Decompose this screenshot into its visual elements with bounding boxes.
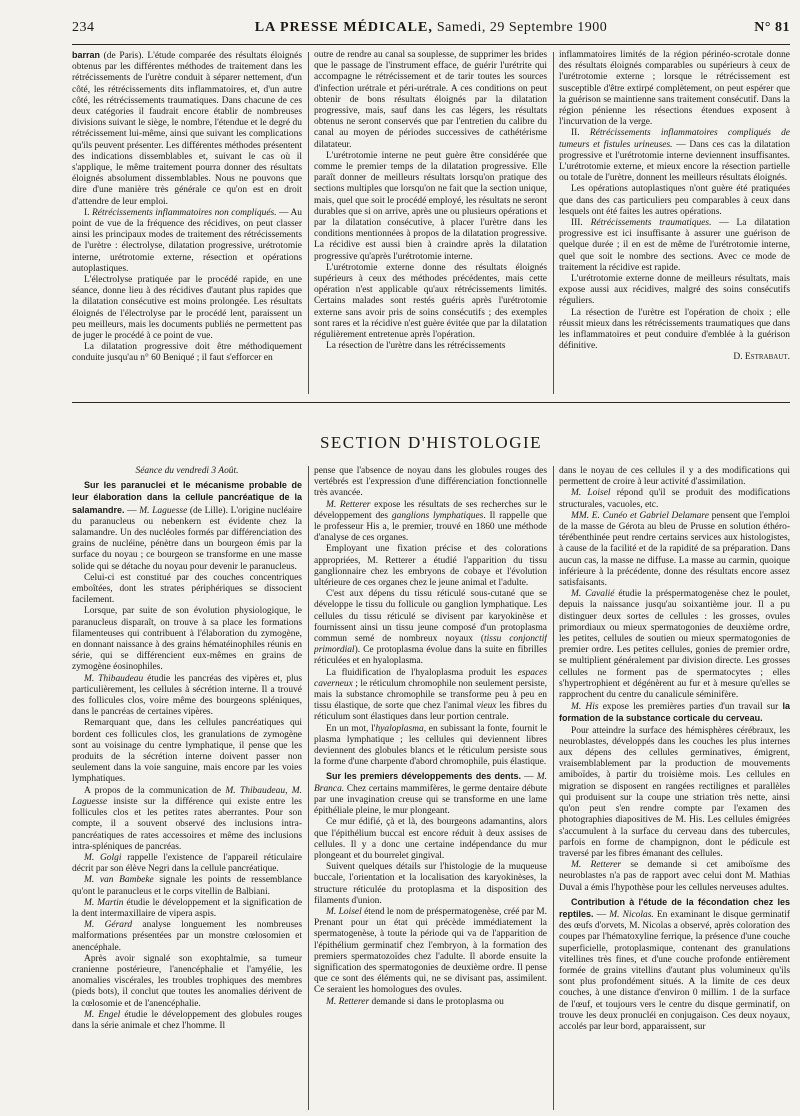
paragraph: barran (de Paris). L'étude comparée des résultats éloignés obtenus par les différentes méthodes de traitement dans les rétrécissements de l'urètre conduit à séparer nettement, d'un côté, les rétrécissements dits inflammatoires, et, d'un autre côté, les rétrécissements traumatiques. Dans chacune de ces deux catégories il faudrait encore établir de nombreuses divisions suivant le siège, le nombre, l'étendue et le degré du rétrécissement lui-même, ainsi que suivant les complications qu'ils peuvent présenter. Les différentes méthodes présentent des indications dissemblables et, suivant le cas où il s'applique, le même traitement pourra donner des résultats éloignés absolument dissemblables. Nous ne pouvons que dire d'une manière très générale ce qu'on est en droit d'attendre de leur emploi.: [72, 50, 302, 207]
paragraph: M. Cavalié étudie la préspermatogenèse chez le poulet, depuis la naissance jusqu'au soixantième jour. Il a pu distinguer deux sortes de cellules : les grosses, ovules primordiaux ou mieux spermatogonies de deuxième ordre, les petites, cellules de soutien ou mieux spermatogonies de premier ordre. Les petites cellules, gonies de premier ordre, se multiplient généralement par division directe. Les grosses cellules ne forment pas de spermatocytes ; elles s'hypertrophient et dégénèrent au fur et à mesure qu'elles se rapprochent du centre du canalicule séminifère.: [559, 589, 790, 701]
column-divider: [308, 52, 309, 394]
column-divider: [553, 466, 554, 1110]
paragraph: I. Rétrécissements inflammatoires non compliqués. — Au point de vue de la fréquence des récidives, on peut classer ainsi les principaux modes de traitement des rétrécissements de l'urètre : électrolyse, dilatation progressive, urétrotomie interne, urétrotomie externe, résection et opérations autoplastiques.: [72, 207, 302, 274]
paragraph: M. Martin étudie le développement et la signification de la dent intermaxillaire de vipera aspis.: [72, 897, 302, 919]
paragraph: C'est aux dépens du tissu réticulé sous-cutané que se développe le tissu du follicule ou ganglion lymphatique. Les cellules du tissu réticulé se divisent par karyokinèse et fournissent ainsi un tissu jeune composé d'un protoplasma commun semé de nombreux noyaux (tissu conjonctif primordial). Ce protoplasma évolue dans la suite en fibrilles réticulées et en hyaloplasma.: [314, 589, 547, 667]
paragraph: En un mot, l'hyaloplasma, en subissant la fonte, fournit le plasma lymphatique ; les cellules qui deviennent libres deviennent des globules blancs et le réticulum persiste sous la forme d'une charpente d'abord chromophile, puis élastique.: [314, 723, 547, 768]
paragraph: L'électrolyse pratiquée par le procédé rapide, en une séance, donne lieu à des récidives d'autant plus rapides que la dilatation consécutive est moins prolongée. Les résultats éloignés de l'électrolyse par le procédé lent, paraissent un peu meilleurs, mais les documents publiés ne permettent pas de juger le procédé à ce point de vue.: [72, 275, 302, 342]
top-column-1: [72, 50, 302, 396]
paragraph: II. Rétrécissements inflammatoires compliqués de tumeurs et fistules urineuses. — Dans ces cas la dilatation progressive et l'urétrotomie interne deviennent insuffisantes. L'urétrotomie externe, et mieux encore la résection partielle ou totale de l'urètre, donnent les meilleurs résultats éloignés.: [559, 128, 790, 184]
paragraph: Séance du vendredi 3 Août.: [135, 466, 239, 476]
page-number: 234: [72, 20, 95, 35]
section-rule: [72, 402, 790, 403]
paragraph: L'urétrotomie interne ne peut guère être considérée que comme le premier temps de la dilatation progressive. Elle paraît donner de meilleurs résultats lorsqu'on pratique des sections multiples que lorsqu'on ne fait que la section unique, mais, quel que soit le procédé employé, les résultats ne seront durables que si on arrive, après une ou plusieurs opérations et par la dilatation consécutive, à placer l'urètre dans les conditions mentionnées à propos de la dilatation progressive. La récidive est aussi bien à craindre après la dilatation progressive qu'après l'urétrotomie interne.: [314, 150, 547, 262]
column-divider: [308, 466, 309, 1110]
issue-number: N° 81: [754, 20, 790, 35]
paragraph: outre de rendre au canal sa souplesse, de supprimer les brides que le passage de l'instrument efface, de guérir l'urétrite qui accompagne le rétrécissement et de tarir toutes les sources d'infection urétrale et péri-urétrale. A ces conditions on peut obtenir de bons résultats éloignés par la dilatation progressive, mais, sauf dans les cas légers, les résultats obtenus ne seront conservés que par l'entretien du calibre du canal au moyen de périodes successives de cathétérisme dilatateur.: [314, 50, 547, 150]
paragraph: Lorsque, par suite de son évolution physiologique, le paranucleus disparaît, on trouve à sa place les formations filamenteuses qui contribuent à l'élaboration du zymogène, en donnant naissance à des grains hématéinophiles réunis en série, qui se différencient eux-mêmes en grains de zymogène éosinophiles.: [72, 606, 302, 673]
paragraph: dans le noyau de ces cellules il y a des modifications qui permettent de croire à leur activité d'assimilation.: [559, 466, 790, 488]
paragraph: Après avoir signalé son exophtalmie, sa tumeur cranienne postérieure, l'anencéphalie et l'amyélie, les anomalies viscérales, les troubles trophiques des membres (pieds bots), il conclut que toutes les anomalies dérivent de la cœlosomie et de l'anencéphalie.: [72, 953, 302, 1009]
paragraph: La fluidification de l'hyaloplasma produit les espaces caverneux ; le réticulum chromophile non seulement persiste, mais la substance chromophile se transforme peu à peu en tissu élastique, de sorte que chez l'animal vieux les fibres du réticulum sont élastiques dans leur portion centrale.: [314, 667, 547, 723]
journal-name: LA PRESSE MÉDICALE,: [254, 20, 433, 35]
paragraph: Pour atteindre la surface des hémisphères cérébraux, les neuroblastes, développés dans les couches les plus internes aux dépens des cellules germinatives, émigrent, vraisemblablement par la production de mouvements amiboïdes, à partir du troisième mois. Les cellules en migration se disposent en rangées rectilignes et parallèles qui produisent sur la coupe une striation très nette, ainsi qu'on peut s'en rendre compte par l'examen des photographies diapositives de M. His. Les cellules émigrées s'accumulent à la surface du cerveau dans des tubercules, parfois en forme de champignon, dont le pédicule est traversé par les fibres émanant des cellules.: [559, 725, 790, 859]
paragraph: D. Estrabaut.: [733, 352, 790, 363]
paragraph: inflammatoires limités de la région périnéo-scrotale donne des résultats éloignés comparables ou supérieurs à ceux de l'urétrotomie externe ; lorsque le rétrécissement est susceptible d'être extirpé complètement, on peut espérer que la guérison se maintienne sans traitement consécutif. Dans la région pénienne les résections étendues exposent à l'incurvation de la verge.: [559, 50, 790, 128]
paragraph: M. van Bambeke signale les points de ressemblance qu'ont le paranucleus et le corps vitellin de Balbiani.: [72, 875, 302, 897]
paragraph: Suivent quelques détails sur l'histologie de la muqueuse buccale, l'orientation et la localisation des karyokinèses, la structure réticulée du protoplasma et la disposition des filaments d'union.: [314, 862, 547, 906]
paragraph: M. Retterer expose les résultats de ses recherches sur le développement des ganglions lymphatiques. Il rappelle que le professeur His a, le premier, trouvé en 1860 une méthode d'analyse de ces organes.: [314, 499, 547, 544]
paragraph: M. Retterer demande si dans le protoplasma ou: [326, 996, 504, 1007]
paragraph: III. Rétrécissements traumatiques. — La dilatation progressive est ici insuffisante à assurer une guérison de quelque durée ; il en est de même de l'urétrotomie interne, quel que soit le nombre des sections. Avec ce mode de traitement la récidive est rapide.: [559, 218, 790, 273]
paragraph: Remarquant que, dans les cellules pancréatiques qui bordent ces follicules clos, les granulations de zymogène sont au voisinage du centre lymphatique, il pense que les produits de la sécrétion interne doivent passer non seulement dans la voie sanguine, mais encore par les voies lymphatiques.: [72, 718, 302, 785]
issue-date: Samedi, 29 Septembre 1900: [436, 20, 608, 35]
paragraph: Celui-ci est constitué par des couches concentriques emboîtées, dont les strates périphériques se dissocient facilement.: [72, 572, 302, 606]
bottom-column-2: [314, 466, 547, 1112]
paragraph: MM. E. Cunéo et Gabriel Delamare pensent que l'emploi de la masse de Gérota au bleu de Prusse en solution éthéro-térébenthinée peut rendre certains services aux histologistes, à cause de la facilité et de la rapidité de sa préparation. Dans aucun cas, la masse ne diffuse. La masse au carmin, quoique inférieure à la précédente, donne des résultats encore assez satisfaisants.: [559, 510, 790, 589]
top-column-2: [314, 50, 547, 396]
paragraph: M. Loisel répond qu'il se produit des modifications structurales, vacuoles, etc.: [559, 488, 790, 510]
paragraph: La résection de l'urètre dans les rétrécissements: [326, 341, 506, 352]
paragraph: M. Thibaudeau étudie les pancréas des vipères et, plus particulièrement, les cellules à sécrétion interne. Il a trouvé des follicules clos, voire même des bourgeons spléniques, dans le pancréas de certaines vipères.: [72, 673, 302, 718]
paragraph: L'urétrotomie externe donne des résultats éloignés supérieurs à ceux des méthodes précédentes, mais cette opération n'est applicable qu'aux rétrécissements limités. Certains malades sont restés guéris après l'urétrotomie externe sans avoir pris de soins consécutifs ; des exemples sont rares et la récidive n'est guère évitée que par la dilatation régulièrement entretenue après l'opération.: [314, 262, 547, 341]
paragraph: M. Engel étudie le développement des globules rouges dans la série animale et chez l'homme. Il: [72, 1009, 302, 1031]
paragraph: Employant une fixation précise et des colorations appropriées, M. Retterer a étudié l'apparition du tissu ganglionnaire chez les embryons de cobaye et l'évolution ultérieure de ces organes chez le jeune animal et l'adulte.: [314, 544, 547, 589]
column-divider: [553, 52, 554, 394]
paragraph: M. His expose les premières parties d'un travail sur la formation de la substance corticale du cerveau.: [559, 701, 790, 724]
paragraph: M. Retterer se demande si cet amiboïsme des neuroblastes n'a pas de rapport avec celui dont M. Mathias Duval a émis l'hypothèse pour les cellules nerveuses adultes.: [559, 860, 790, 893]
top-column-3: [559, 50, 790, 396]
section-title: SECTION D'HISTOLOGIE: [319, 433, 543, 452]
paragraph: La dilatation progressive doit être méthodiquement conduite jusqu'au n° 60 Beniqué ; il faut s'efforcer en: [72, 342, 302, 364]
paragraph: M. Gérard analyse longuement les nombreuses malformations présentées par un monstre cœlosomien et anencéphale.: [72, 920, 302, 953]
paragraph: Sur les premiers développements des dents. — M. Branca. Chez certains mammifères, le germe dentaire débute par une invagination creuse qui se transforme en une lame épithéliale pleine, le mur plongeant.: [314, 771, 547, 817]
page-header: [72, 20, 790, 42]
paragraph: La résection de l'urètre est l'opération de choix ; elle réussit mieux dans les rétrécissements traumatiques que dans les inflammatoires et peut conduire d'emblée à la guérison définitive.: [559, 307, 790, 352]
paragraph: Les opérations autoplastiques n'ont guère été pratiquées que dans des cas particuliers peu comparables à ceux dans lesquels ont été faites les autres opérations.: [559, 184, 790, 217]
paragraph: Contribution à l'étude de la fécondation chez les reptiles. — M. Nicolas. En examinant le disque germinatif des œufs d'orvets, M. Nicolas a observé, après coloration des coupes par l'hématoxyline ferrique, la présence d'une couche superficielle, protoplasmique, contenant des granulations vitellines très fines, et d'une couche profonde entièrement formée de grains vitellins d'autant plus volumineux qu'ils sont plus profondément situés. A la limite de ces deux couches, à une distance d'environ 0 millim. 1 de la surface de l'œuf, et toujours vers le centre du disque germinatif, on trouve les deux pronucléi en conjugaison. Ces deux noyaux, accolés par leur bord, apparaissent, sur: [559, 896, 790, 1032]
running-title: [72, 20, 790, 36]
paragraph: M. Loisel étend le nom de préspermatogenèse, créé par M. Prenant pour un état qui précède immédiatement la spermatogenèse, à toute la période qui va de l'apparition de l'épithélium germinatif chez l'embryon, à la formation des premiers spermatozoïdes chez l'adulte. Il aborde ensuite la signification des spermatogonies de deuxième ordre. Il pense que ce sont des éléments qui, ne se divisant pas, assimilent. Ce seraient les homologues des ovules.: [314, 906, 547, 996]
paragraph: pense que l'absence de noyau dans les globules rouges des vertébrés est l'expression d'une différenciation fonctionnelle très avancée.: [314, 466, 547, 499]
paragraph: A propos de la communication de M. Thibaudeau, M. Laguesse insiste sur la différence qui existe entre les follicules clos et les petites rates aberrantes. Pour son compte, il a souvent observé des inclusions intra-pancréatiques de rates accessoires et même des inclusions intra-spléniques de pancréas.: [72, 785, 302, 852]
paragraph: Sur les paranuclei et le mécanisme probable de leur élaboration dans la cellule pancréatique de la salamandre. — M. Laguesse (de Lille). L'origine nucléaire du paranucleus ou nebenkern est évidente chez la salamandre. Un des nucléoles formés par différenciation des grains de nucléine, pénètre dans un bourgeon émis par la surface du noyau ; ce bourgeon se transforme en une masse solide qui se détache du noyau pour devenir le paranucleus.: [72, 480, 302, 572]
header-rule: [72, 44, 790, 45]
paragraph: M. Golgi rappelle l'existence de l'appareil réticulaire décrit par son élève Negri dans la cellule pancréatique.: [72, 852, 302, 875]
bottom-column-1: [72, 466, 302, 1112]
paragraph: Ce mur édifié, çà et là, des bourgeons adamantins, alors que l'épithélium buccal est encore réduit à deux assises de cellules. Il y a donc une certaine indépendance du mur plongeant et du bourrelet gingival.: [314, 817, 547, 861]
paragraph: L'urétrotomie externe donne de meilleurs résultats, mais expose aussi aux récidives, malgré des soins consécutifs réguliers.: [559, 274, 790, 307]
bottom-column-3: [559, 466, 790, 1112]
